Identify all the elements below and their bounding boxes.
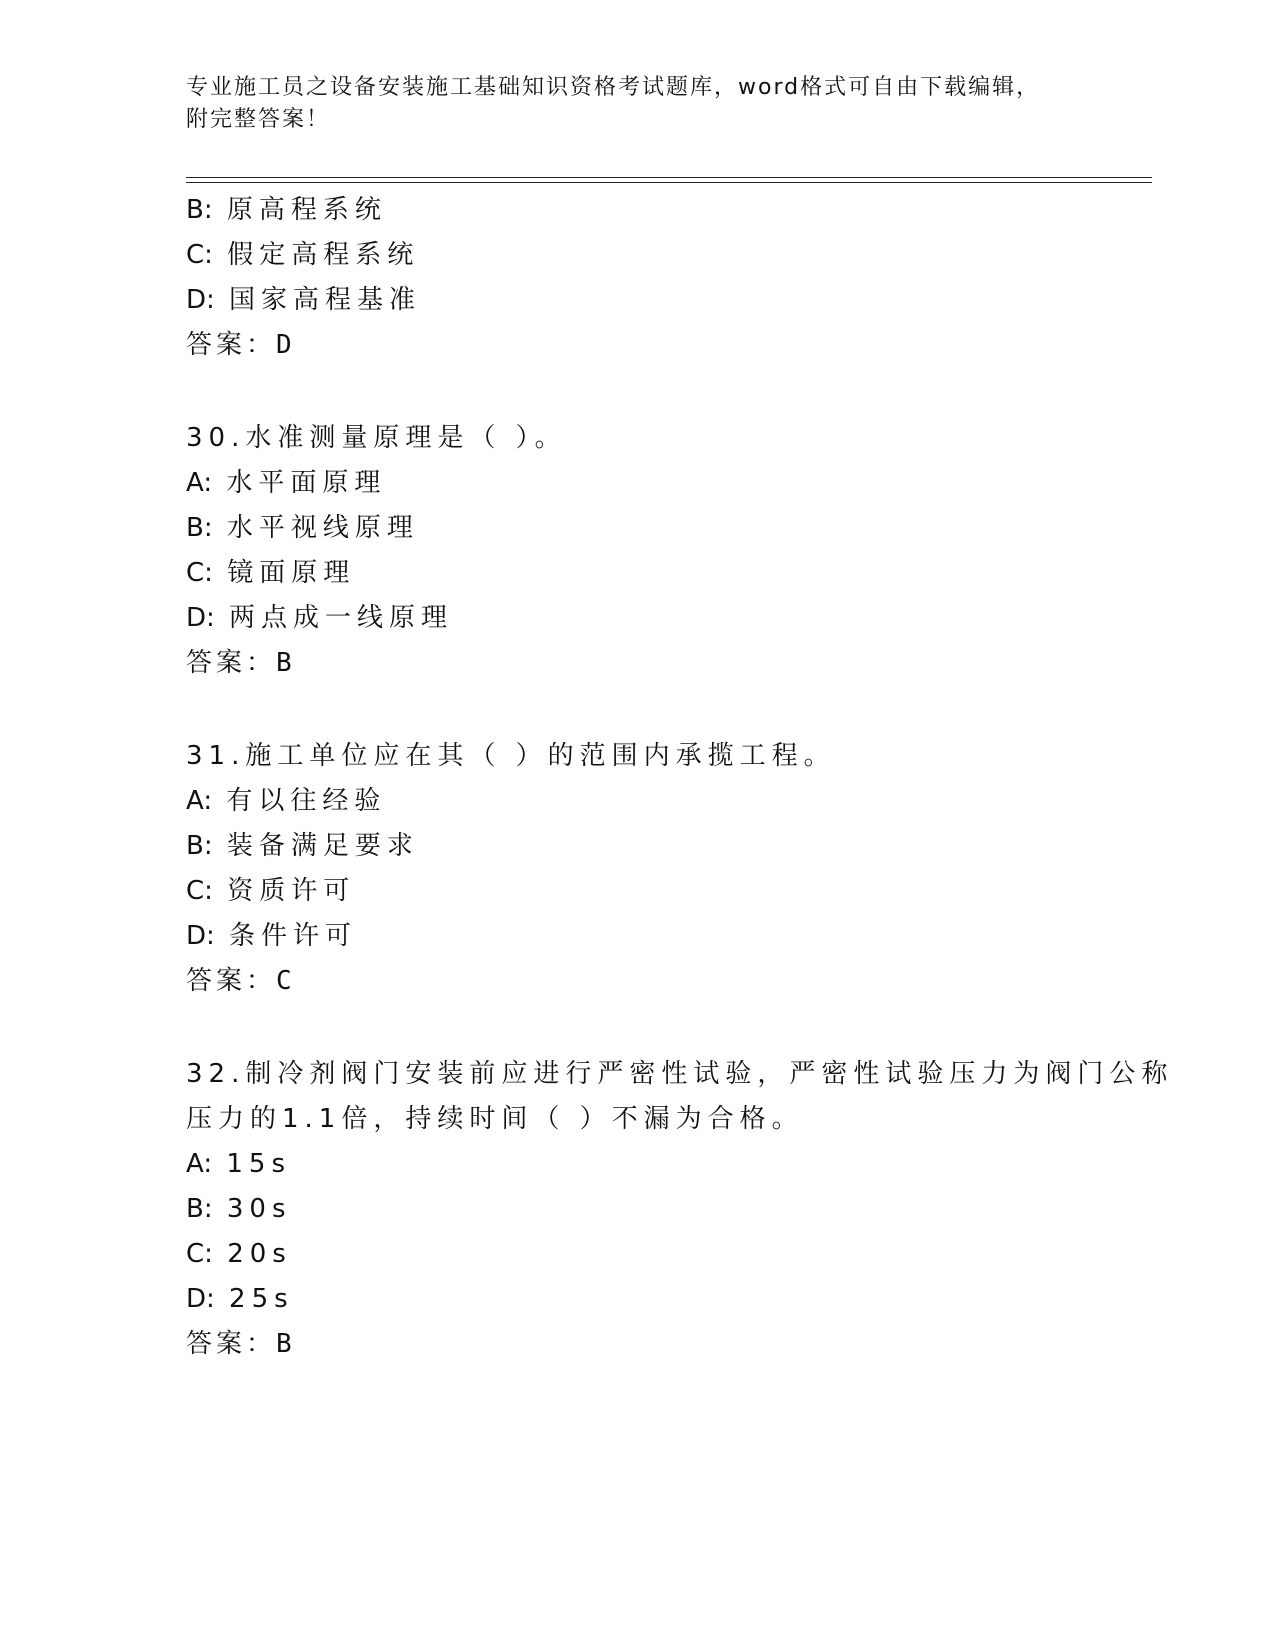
question-list xyxy=(186,188,1174,1367)
answer: 答案：C xyxy=(186,966,292,996)
question-stem: 30.水准测量原理是（ ）。 xyxy=(186,423,567,453)
option-c: C: 镜面原理 xyxy=(186,558,356,588)
question-32 xyxy=(186,1052,1174,1367)
question-29-continued xyxy=(186,188,1106,368)
question-stem: 31.施工单位应在其（ ）的范围内承揽工程。 xyxy=(186,741,836,771)
option-a: A: 15s xyxy=(186,1149,291,1179)
question-30 xyxy=(186,416,1106,686)
option-b: B: 水平视线原理 xyxy=(186,513,419,543)
header-line-2: 附完整答案！ xyxy=(186,107,331,132)
page-header xyxy=(186,72,1066,136)
option-d: D: 两点成一线原理 xyxy=(186,603,454,633)
option-d: D: 条件许可 xyxy=(186,921,358,951)
option-d: D: 国家高程基准 xyxy=(186,285,422,315)
option-a: A: 水平面原理 xyxy=(186,468,387,498)
option-b: B: 装备满足要求 xyxy=(186,831,419,861)
option-d: D: 25s xyxy=(186,1284,294,1314)
question-stem-line-2: 压力的1.1倍，持续时间（ ）不漏为合格。 xyxy=(186,1104,804,1134)
question-stem-line-1: 32.制冷剂阀门安装前应进行严密性试验，严密性试验压力为阀门公称 xyxy=(186,1059,1174,1089)
option-b: B: 原高程系统 xyxy=(186,195,387,225)
option-c: C: 资质许可 xyxy=(186,876,356,906)
header-divider-bottom xyxy=(186,182,1152,183)
option-c: C: 假定高程系统 xyxy=(186,240,420,270)
option-c: C: 20s xyxy=(186,1239,292,1269)
header-divider-top xyxy=(186,177,1152,178)
answer: 答案：B xyxy=(186,648,292,678)
answer: 答案：B xyxy=(186,1329,292,1359)
header-line-1: 专业施工员之设备安装施工基础知识资格考试题库，word格式可自由下载编辑， xyxy=(186,75,1041,100)
option-a: A: 有以往经验 xyxy=(186,786,387,816)
answer: 答案：D xyxy=(186,330,292,360)
option-b: B: 30s xyxy=(186,1194,292,1224)
question-31 xyxy=(186,734,1106,1004)
